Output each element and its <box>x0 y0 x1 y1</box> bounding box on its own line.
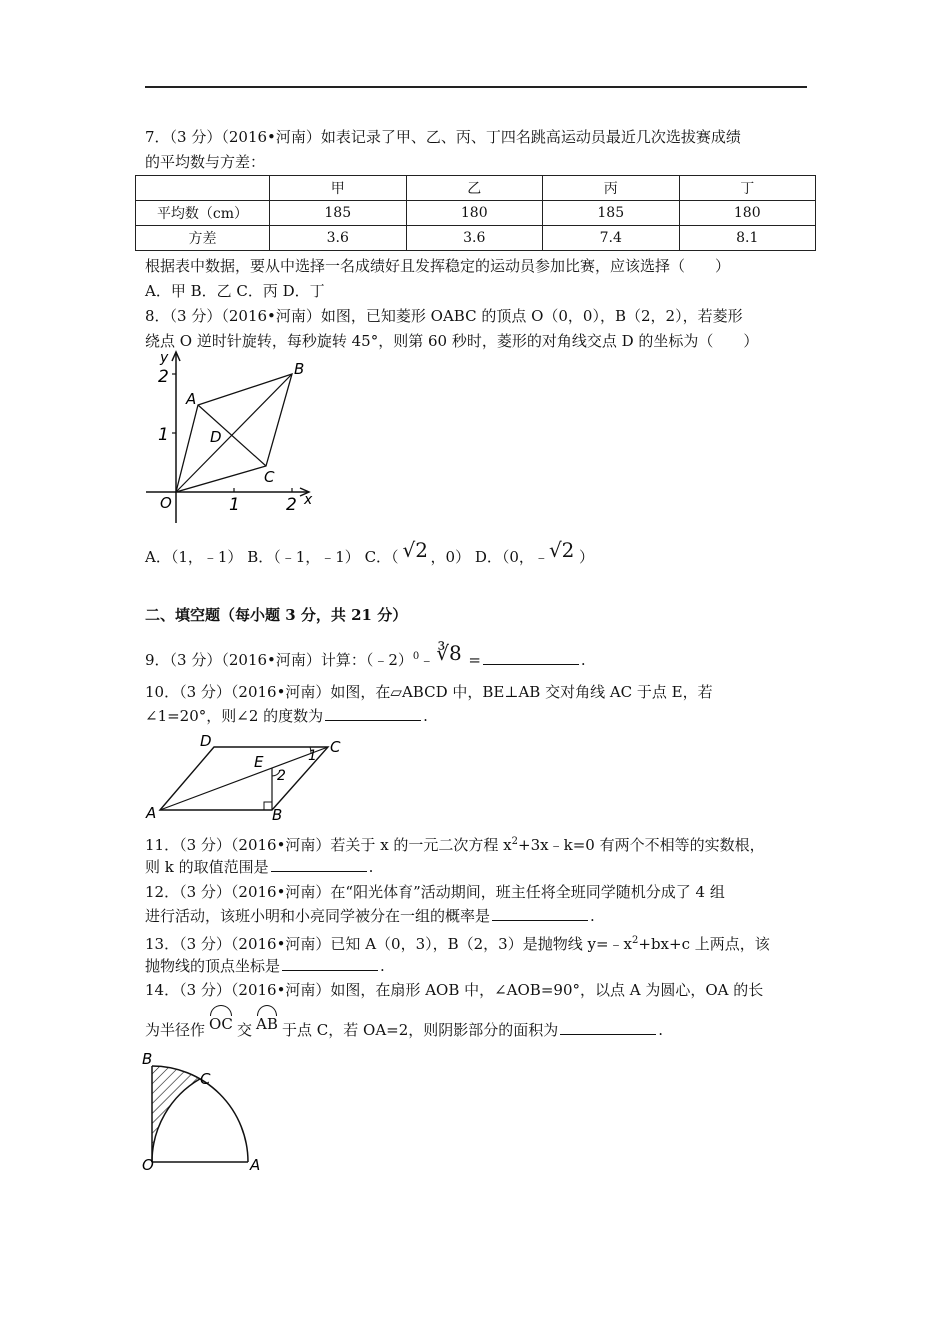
angle-1-label: 1 <box>308 748 317 764</box>
q7-stem-line2: 的平均数与方差： <box>145 153 266 171</box>
q10-stem-line2 <box>145 706 428 726</box>
point-e-label: E <box>254 753 264 771</box>
diagonal-ac <box>160 747 328 810</box>
q7-stem-line3: 根据表中数据，要从中选择一名成绩好且发挥稳定的运动员参加比赛，应该选择（ ） <box>145 257 731 275</box>
q14-answer-blank <box>560 1020 656 1035</box>
q14-stem-line1: 14．（3 分）（2016•河南）如图，在扇形 AOB 中，∠AOB=90°，以点 A 为圆心，OA 的长 <box>145 981 764 999</box>
point-d-label: D <box>200 732 212 750</box>
athlete-score-table <box>135 175 816 251</box>
q8-options-ab: A．（1，﹣1） B．（﹣1，﹣1） C．（ <box>145 548 399 566</box>
point-a-label: A <box>186 390 197 408</box>
q10-end: . <box>423 707 428 725</box>
q9-minus: ﹣ <box>419 651 435 669</box>
q8-options-d-end: ） <box>578 548 594 566</box>
table-cell: 8.1 <box>679 226 816 251</box>
q9 <box>145 641 586 670</box>
q13-end: . <box>380 957 385 975</box>
table-header-cell <box>136 176 270 201</box>
q13-stem-line1 <box>145 931 770 954</box>
table-cell: 3.6 <box>406 226 543 251</box>
q8-stem-line2: 绕点 O 逆时针旋转，每秒旋转 45°，则第 60 秒时，菱形的对角线交点 D 的坐标为（ ） <box>145 332 759 350</box>
q13-stem-line2 <box>145 956 385 976</box>
section-title: 二、填空题（每小题 3 分，共 21 分） <box>145 606 408 624</box>
sqrt2-d: √2 <box>548 538 575 562</box>
point-c-label: C <box>330 738 341 756</box>
table-cell: 3.6 <box>270 226 407 251</box>
q12-answer-blank <box>492 906 588 921</box>
point-c-label: C <box>264 468 275 486</box>
point-d-label: D <box>210 428 222 446</box>
table-header-cell: 甲 <box>270 176 407 201</box>
table-cell: 185 <box>543 201 680 226</box>
point-b-label: B <box>294 360 305 378</box>
q8-stem-line1: 8．（3 分）（2016•河南）如图，已知菱形 OABC 的顶点 O（0，0），B（2，2），若菱形 <box>145 307 743 325</box>
q13-text-c: 抛物线的顶点坐标是 <box>145 957 281 975</box>
q12-stem-line1: 12．（3 分）（2016•河南）在“阳光体育”活动期间，班主任将全班同学随机分成了 4 组 <box>145 883 725 901</box>
point-o-label: O <box>142 1156 154 1174</box>
q9-end: . <box>580 651 586 669</box>
q7-stem-line1: 7．（3 分）（2016•河南）如表记录了甲、乙、丙、丁四名跳高运动员最近几次选拔赛成绩 <box>145 128 741 146</box>
q14-end: . <box>658 1021 664 1039</box>
q13-text-b: +bx+c 上两点，该 <box>638 935 770 953</box>
point-b-label: B <box>142 1050 153 1068</box>
q12-text: 进行活动，该班小明和小亮同学被分在一组的概率是 <box>145 907 491 925</box>
table-cell: 180 <box>679 201 816 226</box>
q10-text: ∠1=20°，则∠2 的度数为 <box>145 707 324 725</box>
q8-options <box>145 538 594 567</box>
y-tick-label-2: 2 <box>158 367 169 387</box>
point-a-label: A <box>250 1156 261 1174</box>
q7-options: A．甲 B．乙 C．丙 D．丁 <box>145 282 325 300</box>
table-cell: 180 <box>406 201 543 226</box>
q13-text-a: 13．（3 分）（2016•河南）已知 A（0，3），B（2，3）是抛物线 y=﹣x <box>145 935 632 953</box>
q9-prefix: 9．（3 分）（2016•河南）计算：（﹣2） <box>145 651 413 669</box>
q12-stem-line2 <box>145 906 595 926</box>
q11-text-a: 11．（3 分）（2016•河南）若关于 x 的一元二次方程 x <box>145 836 512 854</box>
diagonal-ac <box>198 405 266 466</box>
q12-end: . <box>590 907 595 925</box>
q8-options-cd: ，0） D．（0，﹣ <box>430 548 549 566</box>
point-b-label: B <box>272 806 283 822</box>
q11-text-b: +3x﹣k=0 有两个不相等的实数根， <box>518 836 765 854</box>
right-angle-mark <box>264 802 272 810</box>
point-c-label: C <box>200 1070 211 1088</box>
sector-figure <box>138 1048 268 1176</box>
cube-root-8: ∛8 <box>436 641 462 665</box>
parallelogram-figure <box>140 730 350 822</box>
table-row <box>136 201 816 226</box>
q9-answer-blank <box>483 650 579 665</box>
q11-stem-line2 <box>145 857 373 877</box>
q13-exponent: 2 <box>632 935 639 946</box>
y-tick-label-1: 1 <box>158 425 169 445</box>
table-cell: 185 <box>270 201 407 226</box>
q14-text-a: 为半径作 <box>145 1021 206 1039</box>
q9-exponent: 0 <box>412 651 420 662</box>
table-cell: 7.4 <box>543 226 680 251</box>
table-row <box>136 226 816 251</box>
q11-end: . <box>368 858 374 876</box>
x-tick-label-1: 1 <box>229 495 240 515</box>
x-tick-label-2: 2 <box>286 495 297 515</box>
x-axis-label: x <box>304 492 313 508</box>
q10-stem-line1: 10．（3 分）（2016•河南）如图，在▱ABCD 中，BE⊥AB 交对角线 AC 于点 E，若 <box>145 683 713 701</box>
arc-ab-label: AB <box>256 1015 278 1033</box>
angle-2-label: 2 <box>277 768 286 784</box>
table-header-row <box>136 176 816 201</box>
q9-equals: = <box>468 651 481 669</box>
table-cell: 平均数（cm） <box>136 201 270 226</box>
point-o-label: O <box>160 494 172 512</box>
q14-text-b: 于点 C，若 OA=2，则阴影部分的面积为 <box>282 1021 559 1039</box>
arc-oc-label: OC <box>209 1015 233 1033</box>
q14-stem-line2 <box>145 1015 664 1040</box>
shaded-region <box>152 1066 200 1162</box>
sqrt2-c: √2 <box>402 538 429 562</box>
q14-text-mid: 交 <box>237 1021 253 1039</box>
table-header-cell: 乙 <box>406 176 543 201</box>
point-a-label: A <box>146 804 157 822</box>
table-header-cell: 丙 <box>543 176 680 201</box>
table-cell: 方差 <box>136 226 270 251</box>
y-axis-label: y <box>160 350 169 366</box>
q11-stem-line1 <box>145 832 765 855</box>
q11-exponent: 2 <box>511 836 519 847</box>
table-header-cell: 丁 <box>679 176 816 201</box>
q13-answer-blank <box>282 956 378 971</box>
rhombus-figure <box>140 348 320 530</box>
q10-answer-blank <box>325 706 421 721</box>
q11-text-c: 则 k 的取值范围是 <box>145 858 269 876</box>
q11-answer-blank <box>271 857 367 872</box>
header-rule <box>145 86 807 88</box>
